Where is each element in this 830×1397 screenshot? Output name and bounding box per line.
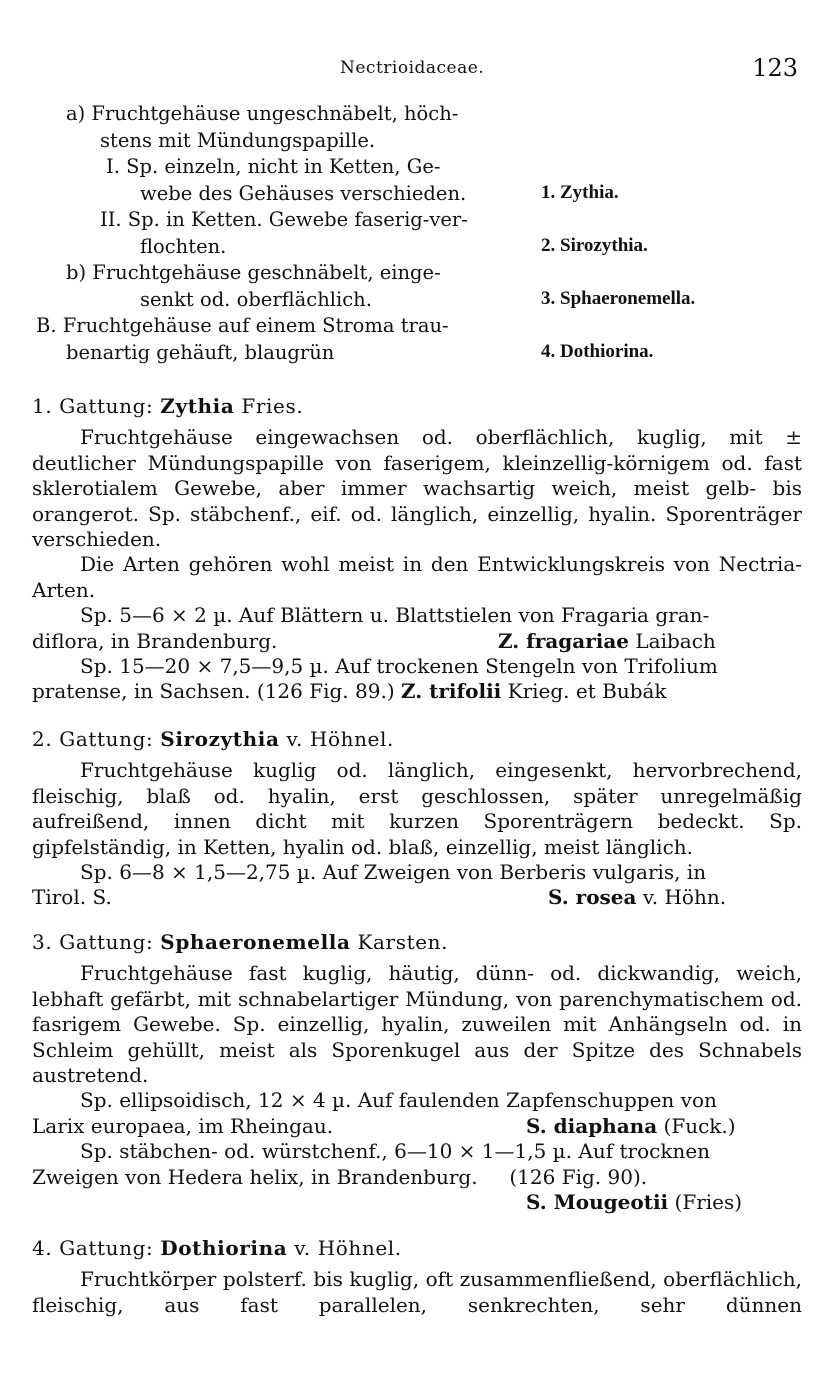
- genus-name: Dothiorina: [160, 1236, 288, 1260]
- species-entry-line: [32, 885, 802, 910]
- genus-title-prefix: 1. Gattung:: [32, 394, 161, 418]
- species-author: Krieg. et Bubák: [501, 679, 667, 704]
- species-locality: diflora, in Brandenburg.: [32, 628, 278, 653]
- key-result: 4. Dothiorina.: [541, 340, 654, 362]
- species-entry-line: [32, 629, 802, 654]
- species-entry-line: Sp. 5—6 × 2 µ. Auf Blättern u. Blattstielen von Fragaria gran-: [80, 603, 710, 628]
- species-locality: Larix europaea, im Rheingau.: [32, 1113, 334, 1138]
- page-header: [0, 54, 830, 88]
- species-name: Z. fragariae: [498, 628, 630, 653]
- species-name: Z. trifolii: [400, 679, 502, 704]
- species-locality: Tirol. S.: [32, 885, 112, 910]
- key-text: b) Fruchtgehäuse geschnäbelt, einge-: [66, 261, 441, 284]
- genus-description: Fruchtgehäuse fast kuglig, häutig, dünn- od. dickwandig, weich, lebhaft gefärbt, mit schnabelartiger Mündung, von parenchymatischem od. fasrigem Gewebe. Sp. einzellig, hyalin, zuweilen mit Anhängseln od. in Schleim gehüllt, meist als Sporenkugel aus der Spitze des Schnabels austretend.: [32, 961, 802, 1088]
- genus-zythia-section: [32, 394, 802, 705]
- species-entry-line: Sp. ellipsoidisch, 12 × 4 µ. Auf faulenden Zapfenschuppen von: [80, 1088, 717, 1113]
- genus-author: v. Höhnel.: [287, 1236, 402, 1260]
- genus-title: [32, 930, 802, 955]
- key-text: stens mit Mündungspapille.: [100, 128, 376, 152]
- species-name: S. Mougeotii: [526, 1190, 669, 1215]
- key-text: senkt od. oberflächlich.: [140, 287, 372, 311]
- running-title: Nectrioidaceae.: [340, 58, 485, 78]
- genus-title-prefix: 2. Gattung:: [32, 727, 161, 751]
- key-result: 2. Sirozythia.: [541, 234, 648, 256]
- key-row: [36, 341, 816, 368]
- species-author: (Fuck.): [657, 1113, 736, 1138]
- page-number: 123: [752, 54, 798, 82]
- key-text: flochten.: [140, 234, 227, 258]
- species-name: S. diaphana: [526, 1113, 658, 1138]
- genus-name: Sphaeronemella: [160, 930, 351, 954]
- genus-title: [32, 394, 802, 419]
- key-text: I. Sp. einzeln, nicht in Ketten, Ge-: [106, 155, 441, 178]
- genus-sirozythia-section: [32, 727, 802, 911]
- key-row: [36, 182, 816, 209]
- species-locality: pratense, in Sachsen. (126 Fig. 89.): [32, 679, 401, 704]
- key-text: webe des Gehäuses verschieden.: [140, 181, 467, 205]
- species-author: (Fries): [668, 1190, 743, 1215]
- genus-note: Die Arten gehören wohl meist in den Entwicklungskreis von Nectria-Arten.: [32, 552, 802, 602]
- species-name: S. rosea: [548, 885, 637, 910]
- key-text: II. Sp. in Ketten. Gewebe faserig-ver-: [100, 208, 468, 231]
- key-row: [36, 208, 816, 235]
- key-row: [36, 235, 816, 262]
- key-result: 1. Zythia.: [541, 181, 619, 203]
- species-author: v. Höhn.: [636, 885, 727, 910]
- genus-sphaeronemella-section: [32, 930, 802, 1215]
- key-row: [36, 288, 816, 315]
- identification-key: [36, 102, 816, 367]
- key-row: [36, 155, 816, 182]
- species-entry-line: [32, 1165, 802, 1190]
- key-row: [36, 129, 816, 156]
- genus-author: Fries.: [234, 394, 304, 418]
- species-entry-line: Sp. 6—8 × 1,5—2,75 µ. Auf Zweigen von Berberis vulgaris, in: [80, 860, 707, 885]
- genus-dothiorina-section: [32, 1236, 802, 1318]
- key-row: [36, 314, 816, 341]
- key-row: [36, 261, 816, 288]
- species-author: Laibach: [629, 628, 716, 653]
- species-entry-line: [32, 679, 802, 704]
- species-entry-line: [32, 1190, 802, 1215]
- genus-title-prefix: 4. Gattung:: [32, 1236, 161, 1260]
- key-row: [36, 102, 816, 129]
- genus-description: Fruchtgehäuse eingewachsen od. oberflächlich, kuglig, mit ± deutlicher Mündungspapille von faserigem, kleinzellig-körnigem od. fast sklerotialem Gewebe, aber immer wachsartig weich, meist gelb- bis orangerot. Sp. stäbchenf., eif. od. länglich, einzellig, hyalin. Sporenträger verschieden.: [32, 425, 802, 552]
- genus-name: Sirozythia: [160, 727, 280, 751]
- species-entry-line: [32, 1114, 802, 1139]
- genus-author: v. Höhnel.: [279, 727, 394, 751]
- species-entry-line: Sp. 15—20 × 7,5—9,5 µ. Auf trockenen Stengeln von Trifolium: [80, 654, 718, 679]
- key-result: 3. Sphaeronemella.: [541, 287, 696, 309]
- genus-description: Fruchtkörper polsterf. bis kuglig, oft zusammenfließend, oberflächlich, fleischig, aus fast parallelen, senkrechten, sehr dünnen: [32, 1267, 802, 1317]
- genus-title: [32, 1236, 802, 1261]
- key-text: a) Fruchtgehäuse ungeschnäbelt, höch-: [66, 102, 459, 125]
- key-text: benartig gehäuft, blaugrün: [66, 340, 335, 364]
- genus-title: [32, 727, 802, 752]
- genus-description: Fruchtgehäuse kuglig od. länglich, eingesenkt, hervorbrechend, fleischig, blaß od. hyalin, erst geschlossen, später unregelmäßig aufreißend, innen dicht mit kurzen Sporenträgern bedeckt. Sp. gipfelständig, in Ketten, hyalin od. blaß, einzellig, meist länglich.: [32, 758, 802, 859]
- key-text: B. Fruchtgehäuse auf einem Stroma trau-: [36, 314, 449, 337]
- genus-name: Zythia: [160, 394, 235, 418]
- species-entry-line: Sp. stäbchen- od. würstchenf., 6—10 × 1—1,5 µ. Auf trocknen: [80, 1139, 711, 1164]
- genus-author: Karsten.: [350, 930, 449, 954]
- genus-title-prefix: 3. Gattung:: [32, 930, 161, 954]
- species-locality: Zweigen von Hedera helix, in Brandenburg. (126 Fig. 90).: [32, 1164, 648, 1189]
